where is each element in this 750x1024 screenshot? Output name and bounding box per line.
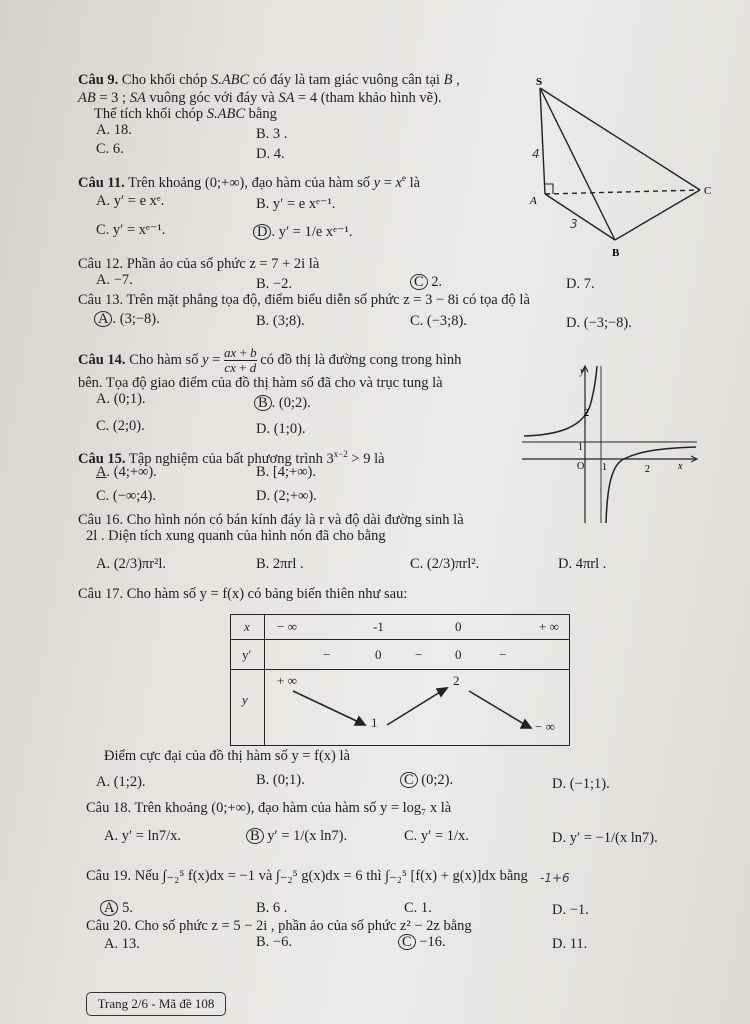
edge-ab	[545, 194, 615, 240]
table-y-label: y	[242, 692, 248, 707]
table-yp-label: y′	[242, 647, 252, 662]
edge-sa-length: 4	[532, 147, 540, 161]
q12-answer-c	[410, 274, 442, 291]
q20-stem: Câu 20. Cho số phức z = 5 − 2i , phần ảo của số phức z² − 2z bằng	[86, 918, 472, 934]
q19-answer-a	[100, 900, 133, 917]
q12-c-circled: C	[410, 274, 428, 290]
q20-answer-a: A. 13.	[104, 936, 140, 952]
pyramid-figure	[520, 76, 720, 266]
q18-answer-b	[246, 828, 347, 845]
q14-line2: bên. Tọa độ giao điểm của đồ thị hàm số đã cho và trục tung là	[78, 375, 443, 391]
edge-ab-length: 3	[570, 217, 578, 231]
q14-line1: Câu 14. Cho hàm số y = $\frac{ax + b}{cx + d}$ có đồ thị là đường cong trong hình	[78, 345, 462, 375]
q17-answer-a: A. (1;2).	[96, 774, 146, 790]
q15-a-text: (4;+∞).	[113, 464, 157, 480]
q9-line1: Câu 9. Cho khối chóp S.ABC có đáy là tam giác vuông cân tại B ,	[78, 72, 460, 88]
q12-answer-d: D. 7.	[566, 276, 595, 292]
q12-answer-b: B. −2.	[256, 276, 292, 292]
q15-answer-c: C. (−∞;4).	[96, 488, 156, 504]
q19-answer-b: B. 6 .	[256, 900, 288, 916]
q19-answer-c: C. 1.	[404, 900, 432, 916]
table-x-val-1: − ∞	[277, 619, 297, 634]
arrowhead-2	[437, 688, 447, 696]
q18-b-circled: B	[246, 828, 264, 844]
q14-answer-a: A. (0;1).	[96, 391, 146, 407]
vertex-s-label: S	[536, 76, 543, 88]
q9-answer-b: B. 3 .	[256, 126, 288, 142]
q9-answer-a: A. 18.	[96, 122, 132, 138]
q18-answer-a: A. y′ = ln7/x.	[104, 828, 182, 844]
origin-label: O	[577, 461, 585, 472]
q17-answer-b: B. (0;1).	[256, 772, 305, 788]
q18-stem: Câu 18. Trên khoảng (0;+∞), đạo hàm của hàm số y = log₇ x là	[86, 800, 452, 816]
edge-ac-hidden	[545, 190, 700, 194]
q18-b-text: y′ = 1/(x ln7).	[267, 828, 348, 844]
q14-answer-c: C. (2;0).	[96, 418, 145, 434]
q19-stem: Câu 19. Nếu ∫₋₂⁵ f(x)dx = −1 và ∫₋₂⁵ g(x)dx = 6 thì ∫₋₂⁵ [f(x) + g(x)]dx bằng	[86, 868, 528, 884]
q13-stem: Câu 13. Trên mặt phẳng tọa độ, điểm biểu diễn số phức z = 3 − 8i có tọa độ là	[78, 292, 530, 308]
q9-answer-c: C. 6.	[96, 141, 124, 157]
arrow-decrease-2	[469, 691, 529, 727]
q11-d-circled: D	[253, 224, 271, 240]
q15-answer-b: B. [4;+∞).	[256, 464, 316, 480]
table-yp-val-1: −	[323, 647, 331, 662]
q11-answer-c: C. y′ = xᵉ⁻¹.	[96, 222, 166, 238]
q14-b-circled: B	[254, 395, 272, 411]
table-yp-val-4: 0	[455, 647, 462, 662]
q15-a-marked: A	[96, 464, 107, 480]
table-x-val-4: + ∞	[539, 619, 559, 634]
vertex-a-label: A	[530, 195, 537, 207]
table-x-val-3: 0	[455, 619, 462, 634]
q16-line1: Câu 16. Cho hình nón có bán kính đáy là r và độ dài đường sinh là	[78, 512, 464, 528]
table-y-val-4: − ∞	[535, 719, 555, 734]
q18-answer-c: C. y′ = 1/x.	[404, 828, 469, 844]
q9-line2: AB = 3 ; SA vuông góc với đáy và SA = 4 (tham khảo hình vẽ).	[78, 90, 442, 106]
table-x-val-2: -1	[373, 619, 384, 634]
edge-sc	[540, 88, 700, 190]
q11-stem: Câu 11. Trên khoảng (0;+∞), đạo hàm của hàm số $y = x^e$ là	[78, 173, 421, 191]
table-yp-val-3: −	[415, 647, 423, 662]
hyperbola-graph	[522, 358, 702, 528]
table-x-label: x	[244, 619, 250, 634]
q19-a-circled: A	[100, 900, 118, 916]
q16-answer-a: A. (2/3)πr²l.	[96, 556, 167, 572]
q20-answer-b: B. −6.	[256, 934, 292, 950]
q12-stem: Câu 12. Phần ảo của số phức z = 7 + 2i là	[78, 256, 320, 272]
q13-answer-b: B. (3;8).	[256, 313, 305, 329]
q19-a-text: 5.	[122, 900, 133, 916]
q13-answer-a: A . (3;−8).	[94, 311, 160, 328]
x-tick-1: 1	[602, 462, 607, 473]
y-tick-1: 1	[578, 442, 583, 453]
right-angle-mark	[545, 184, 553, 194]
q11-answer-a: A. y′ = e xᵉ.	[96, 193, 165, 209]
table-yp-val-5: −	[499, 647, 507, 662]
table-y-val-3: 2	[453, 673, 460, 688]
q11-answer-d: D . y′ = 1/e xᵉ⁻¹.	[253, 224, 353, 241]
arrowhead-3	[521, 720, 531, 728]
q20-c-text: −16.	[419, 934, 446, 950]
q16-answer-d: D. 4πrl .	[558, 556, 607, 572]
edge-bc	[615, 190, 700, 240]
q16-answer-b: B. 2πrl .	[256, 556, 304, 572]
q15-answer-d: D. (2;+∞).	[256, 488, 317, 504]
vertex-b-label: B	[612, 247, 620, 259]
q17-question: Điểm cực đại của đồ thị hàm số y = f(x) là	[104, 748, 350, 764]
q13-answer-d: D. (−3;−8).	[566, 315, 632, 331]
q19-handwritten-note: -1+6	[540, 871, 570, 885]
q15-answer-a: A. (4;+∞).	[96, 464, 157, 480]
table-y-val-2: 1	[371, 715, 378, 730]
curve-right-branch	[606, 447, 696, 523]
q16-answer-c: C. (2/3)πrl².	[410, 556, 480, 572]
table-y-val-1: + ∞	[277, 673, 297, 688]
q17-c-circled: C	[400, 772, 418, 788]
arrowhead-1	[355, 717, 365, 725]
variation-table	[230, 614, 570, 746]
q9-answer-d: D. 4.	[256, 146, 285, 162]
page-footer: Trang 2/6 - Mã đề 108	[86, 992, 226, 1016]
table-yp-val-2: 0	[375, 647, 382, 662]
vertex-c-label: C	[704, 185, 712, 197]
q17-c-text: (0;2).	[421, 772, 454, 788]
q18-answer-d: D. y′ = −1/(x ln7).	[552, 830, 658, 846]
arrow-increase	[387, 689, 445, 725]
y-axis-label: y	[580, 366, 585, 377]
q13-a-text: (3;−8).	[119, 311, 160, 327]
q19-answer-d: D. −1.	[552, 902, 589, 918]
table-arrows	[231, 615, 571, 747]
arrow-decrease-1	[293, 691, 365, 725]
q11-d-text: y′ = 1/e xᵉ⁻¹.	[278, 224, 353, 240]
q14-answer-b: B . (0;2).	[254, 395, 311, 412]
q15-stem: Câu 15. Tập nghiệm của bất phương trình $3^{x-2} > 9$ là	[78, 449, 385, 467]
q13-a-circled: A	[94, 311, 112, 327]
x-tick-2: 2	[645, 464, 650, 475]
q20-c-circled: C	[398, 934, 416, 950]
curve-left-branch	[524, 366, 597, 436]
q13-answer-c: C. (−3;8).	[410, 313, 467, 329]
q17-stem: Câu 17. Cho hàm số y = f(x) có bảng biến thiên như sau:	[78, 586, 408, 602]
q11-answer-b: B. y′ = e xᵉ⁻¹.	[256, 196, 336, 212]
y-tick-2: 2	[584, 408, 589, 419]
q20-answer-c	[398, 934, 446, 951]
q17-answer-d: D. (−1;1).	[552, 776, 610, 792]
q14-b-text: (0;2).	[278, 395, 311, 411]
edge-sa	[540, 88, 545, 194]
q17-answer-c	[400, 772, 453, 789]
x-axis-label: x	[678, 461, 683, 472]
q16-line2: 2l . Diện tích xung quanh của hình nón đã cho bằng	[86, 528, 386, 544]
q9-line3: Thể tích khối chóp S.ABC bằng	[94, 106, 277, 122]
q20-answer-d: D. 11.	[552, 936, 588, 952]
q12-answer-a: A. −7.	[96, 272, 133, 288]
q14-answer-d: D. (1;0).	[256, 421, 306, 437]
q12-c-text: 2.	[431, 274, 443, 290]
